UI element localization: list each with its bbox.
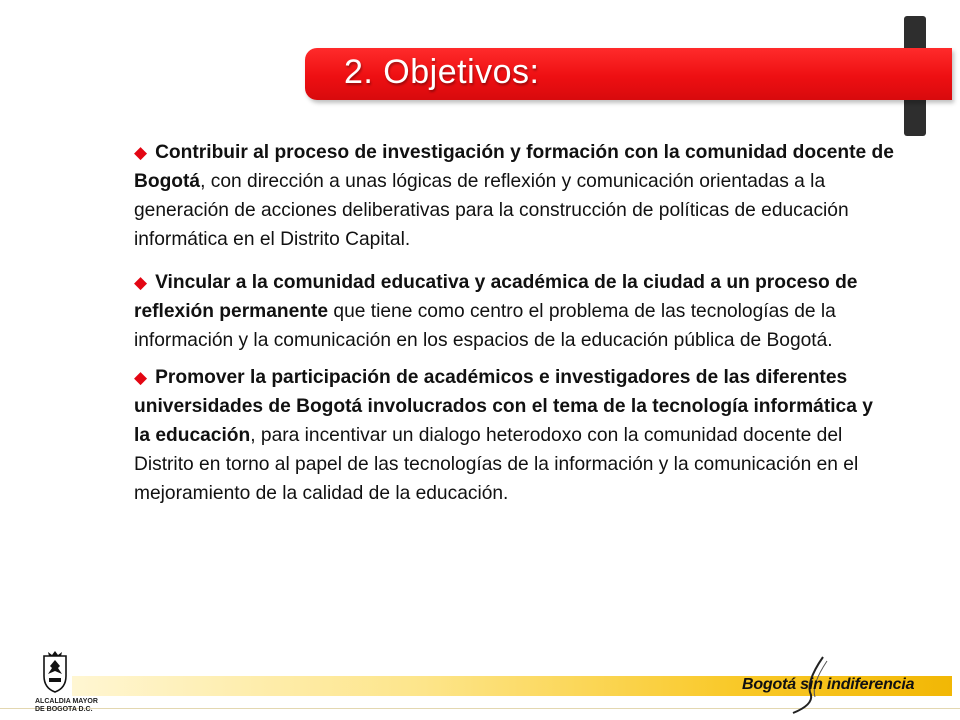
objective-lead: Promover la participación de académicos e investigadores de las diferentes universidades de Bogotá involucrados con el tema de la tecnología informática y la educación [134, 367, 873, 446]
objective-body: que tiene como centro el problema de las tecnologías de la información y la comunicación en los espacios de la educación pública de Bogotá. [134, 301, 836, 351]
objective-body: , para incentivar un dialogo heterodoxo con la comunidad docente del Distrito en torno al papel de las tecnologías de la información y la comunicación en el mejoramiento de la calidad de la educación. [134, 425, 859, 504]
brand-logo: Bogotá sin indiferencia [742, 676, 915, 693]
objectives-list [134, 138, 894, 508]
objective-item [134, 363, 894, 508]
objective-lead: Contribuir al proceso de investigación y formación con la comunidad docente de Bogotá [134, 142, 894, 192]
diamond-bullet-icon: ◆ [134, 143, 148, 162]
bogota-crest-icon [40, 650, 70, 694]
institution-label: ALCALDIA MAYOR DE BOGOTA D.C. [35, 698, 98, 713]
diamond-bullet-icon: ◆ [134, 273, 148, 292]
objective-body: , con dirección a unas lógicas de reflexión y comunicación orientadas a la generación de acciones deliberativas para la construcción de políticas de educación informática en el Distrito Capital. [134, 171, 849, 250]
diamond-bullet-icon: ◆ [134, 368, 148, 387]
slide-title: 2. Objetivos: [344, 53, 540, 91]
objective-item [134, 268, 894, 355]
objective-item [134, 138, 894, 254]
objective-lead: Vincular a la comunidad educativa y académica de la ciudad a un proceso de reflexión permanente [134, 272, 858, 322]
